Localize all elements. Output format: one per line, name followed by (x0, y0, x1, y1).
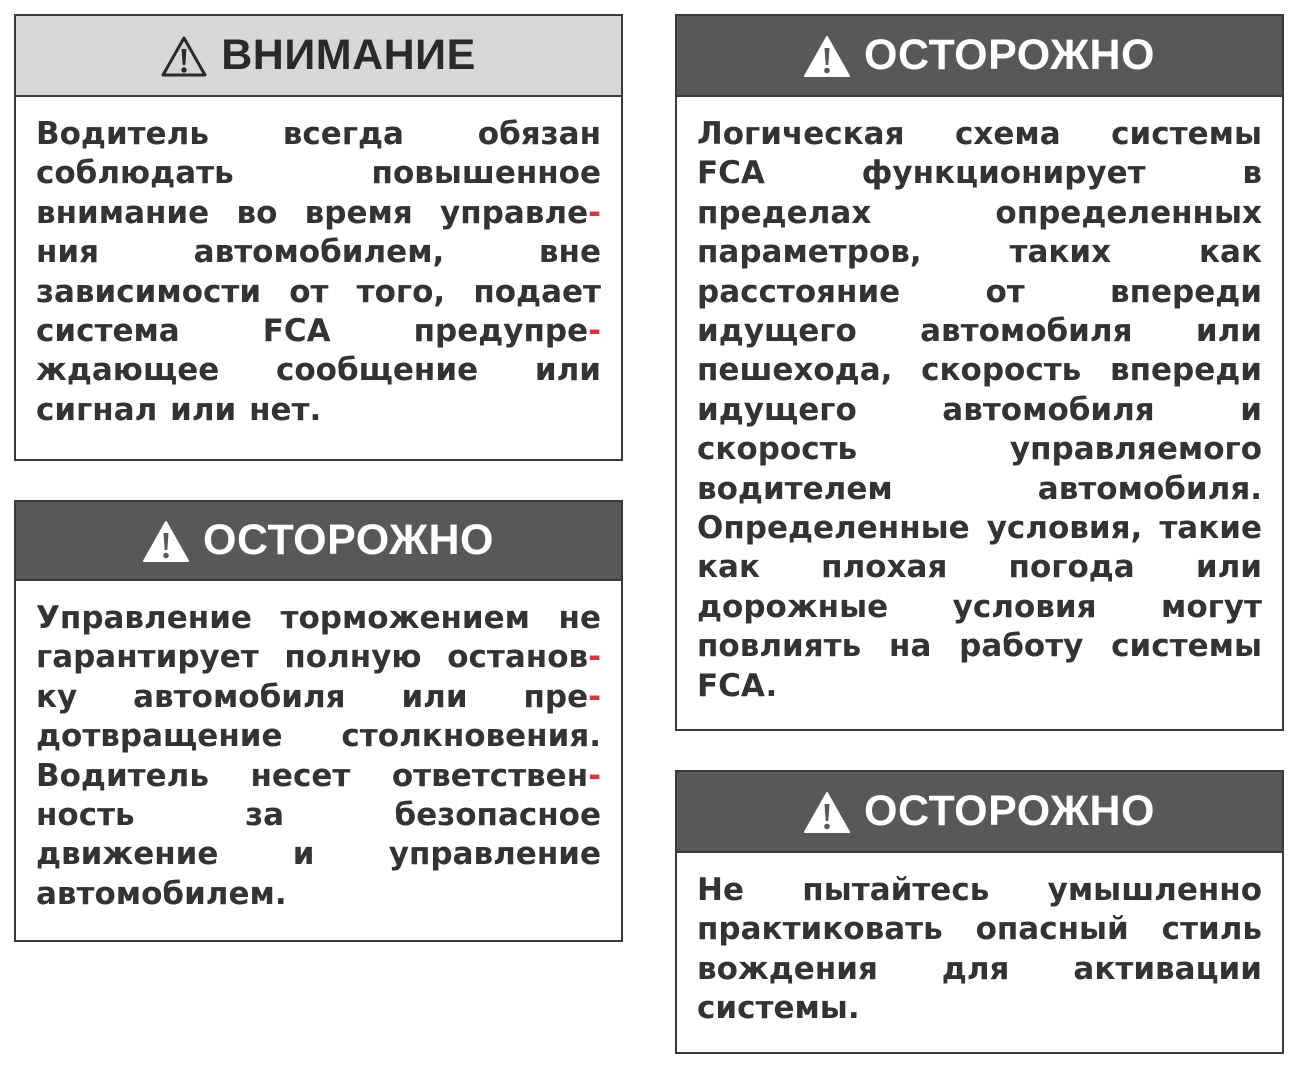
notice-caution-logic-body (677, 97, 1282, 706)
body-line: сигнал или нет. (36, 391, 322, 428)
body-line: водителем автомобиля. (697, 470, 1262, 507)
hyphen-mark: - (588, 313, 601, 350)
body-line: пределах определенных (697, 194, 1262, 231)
body-line: системы. (697, 990, 860, 1027)
body-line: дорожные условия могут (697, 588, 1262, 625)
notice-caution-logic-title: ОСТОРОЖНО (864, 31, 1155, 79)
body-line: скорость управляемого (697, 431, 1262, 468)
body-line: вождения для активации (697, 950, 1262, 987)
body-line: Водитель несет ответствен- (36, 757, 601, 794)
warning-triangle-filled-icon (804, 35, 850, 77)
hyphen-mark: - (588, 194, 601, 231)
notice-caution-braking-body (16, 581, 621, 914)
body-line: FCA функционирует в (697, 155, 1262, 192)
body-line: параметров, таких как (697, 234, 1262, 271)
body-line: ждающее сообщение или (36, 352, 601, 389)
body-line: зависимости от того, подает (36, 273, 601, 310)
body-line: практиковать опасный стиль (697, 911, 1262, 948)
body-line: движение и управление (36, 836, 601, 873)
notice-attention-title: ВНИМАНИЕ (221, 31, 476, 79)
notice-caution-logic (675, 14, 1284, 731)
body-line: Управление торможением не (36, 600, 601, 636)
notice-caution-braking-header (16, 502, 621, 581)
notice-caution-logic-header (677, 16, 1282, 97)
body-line: соблюдать повышенное (36, 155, 601, 192)
body-line: расстояние от впереди (697, 273, 1262, 310)
body-line: ность за безопасное (36, 797, 601, 834)
body-line: FCA. (697, 667, 778, 704)
body-line: Логическая схема системы (697, 116, 1262, 152)
body-line: Водитель всегда обязан (36, 116, 601, 152)
body-line: гарантирует полную останов- (36, 639, 601, 676)
warning-triangle-outline-icon (161, 35, 207, 77)
body-line: ку автомобиля или пре- (36, 678, 601, 715)
notice-caution-driving-header (677, 772, 1282, 853)
body-line: внимание во время управле- (36, 194, 601, 231)
warning-triangle-filled-icon (804, 791, 850, 833)
body-line: автомобилем. (36, 875, 287, 912)
body-line: повлиять на работу системы (697, 628, 1262, 665)
hyphen-mark: - (588, 639, 601, 676)
body-line: Определенные условия, такие (697, 510, 1262, 547)
notice-caution-braking-title: ОСТОРОЖНО (203, 516, 494, 564)
notice-caution-braking (14, 500, 623, 942)
notice-caution-driving-title: ОСТОРОЖНО (864, 787, 1155, 835)
body-line: идущего автомобиля и (697, 391, 1262, 428)
notice-attention-header (16, 16, 621, 97)
body-line: дотвращение столкновения. (36, 718, 601, 755)
body-line: ния автомобилем, вне (36, 234, 601, 271)
hyphen-mark: - (588, 757, 601, 794)
notice-caution-driving (675, 770, 1284, 1054)
body-line: Не пытайтесь умышленно (697, 872, 1262, 908)
hyphen-mark: - (588, 678, 601, 715)
body-line: система FCA предупре- (36, 313, 601, 350)
notice-attention (14, 14, 623, 461)
body-line: идущего автомобиля или (697, 313, 1262, 350)
body-line: пешехода, скорость впереди (697, 352, 1262, 389)
notice-caution-driving-body (677, 853, 1282, 1029)
notice-attention-body (16, 97, 621, 430)
body-line: как плохая погода или (697, 549, 1262, 586)
warning-triangle-filled-icon (143, 520, 189, 562)
